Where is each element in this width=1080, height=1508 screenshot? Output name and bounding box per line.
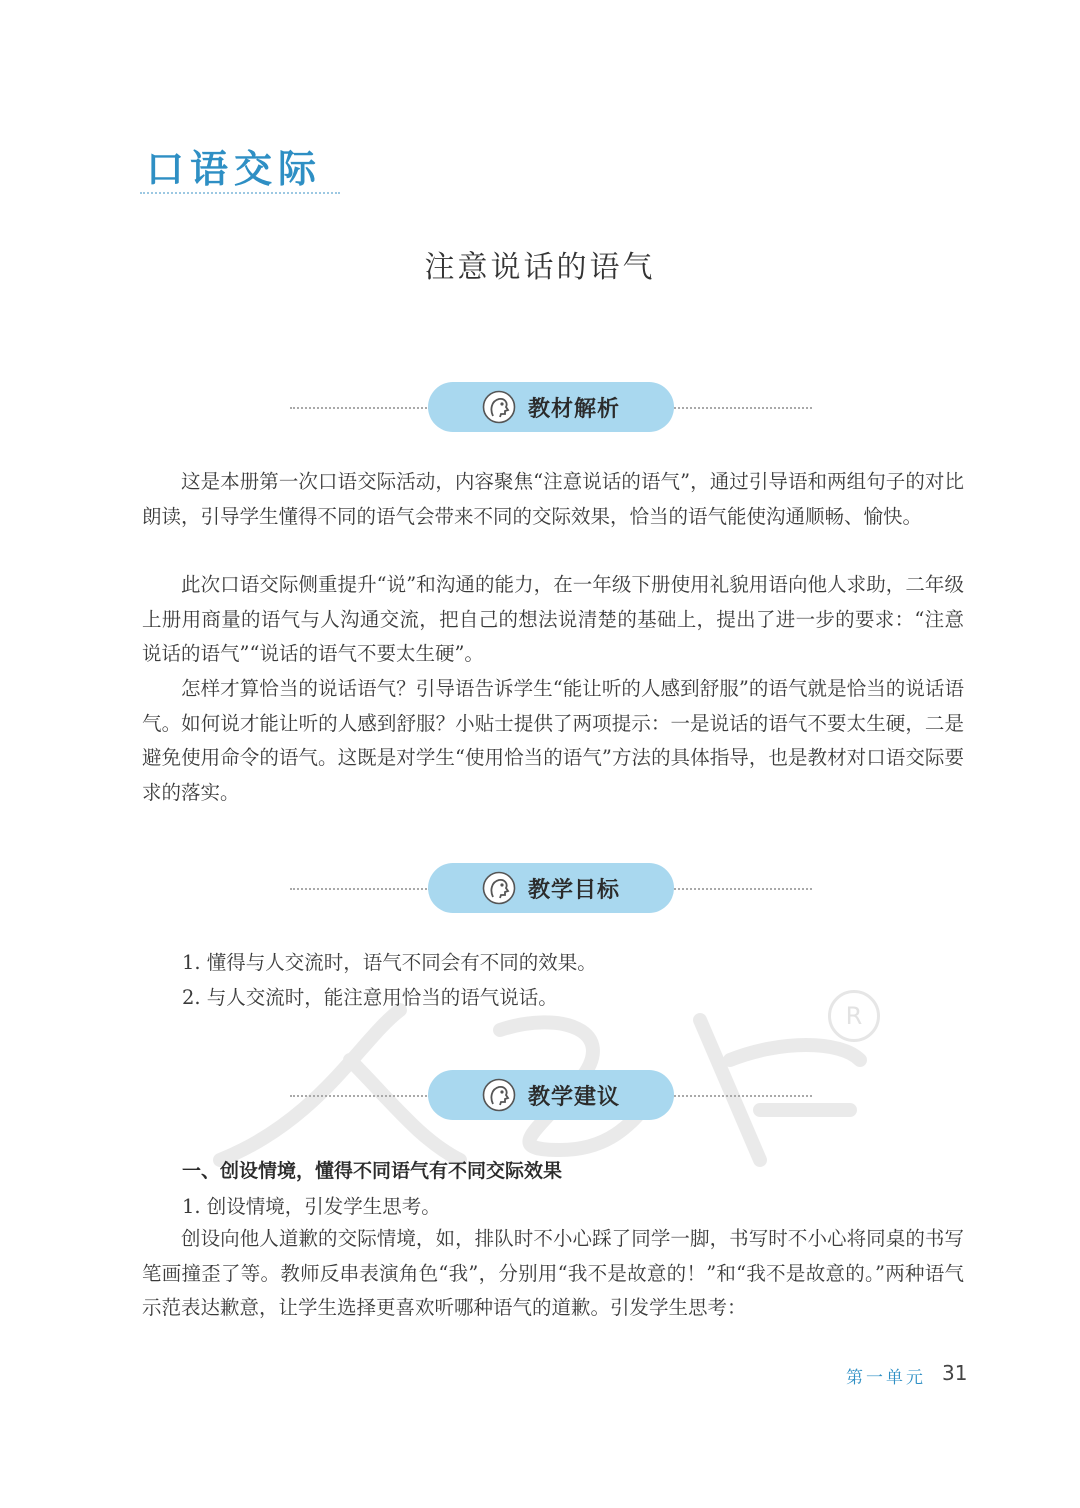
section-header-analysis xyxy=(290,382,812,434)
speaking-head-icon xyxy=(482,1078,516,1112)
speaking-head-icon xyxy=(482,871,516,905)
dotted-rule xyxy=(290,1095,430,1097)
section-label: 教学目标 xyxy=(528,878,621,903)
suggestion-item: 1. 创设情境，引发学生思考。 xyxy=(182,1195,441,1218)
analysis-paragraph-3: 怎样才算恰当的说话语气？引导语告诉学生“能让听的人感到舒服”的语气就是恰当的说话语气。如何说才能让听的人感到舒服？小贴士提供了两项提示：一是说话的语气不要太生硬，二是避免使用命令的语气。这既是对学生“使用恰当的语气”方法的具体指导，也是教材对口语交际要求的落实。 xyxy=(142,677,964,804)
section-header-goals xyxy=(290,863,812,915)
section-label: 教学建议 xyxy=(528,1085,621,1110)
goal-item-1: 1. 懂得与人交流时，语气不同会有不同的效果。 xyxy=(182,951,597,974)
lesson-title: 注意说话的语气 xyxy=(424,250,656,285)
registered-mark-icon: R xyxy=(828,990,880,1042)
suggestion-heading: 一、创设情境，懂得不同语气有不同交际效果 xyxy=(182,1160,563,1182)
dotted-rule xyxy=(674,1095,812,1097)
analysis-paragraph-2: 此次口语交际侧重提升“说”和沟通的能力，在一年级下册使用礼貌用语向他人求助，二年级上册用商量的语气与人沟通交流，把自己的想法说清楚的基础上，提出了进一步的要求：“注意说话的语气”“说话的语气不要太生硬”。 xyxy=(142,573,964,665)
page-number: 31 xyxy=(942,1361,968,1385)
dotted-rule xyxy=(290,407,430,409)
footer-unit-label: 第一单元 xyxy=(846,1368,926,1388)
goal-item-2: 2. 与人交流时，能注意用恰当的语气说话。 xyxy=(182,986,558,1009)
suggestion-paragraph: 创设向他人道歉的交际情境，如，排队时不小心踩了同学一脚，书写时不小心将同桌的书写笔画撞歪了等。教师反串表演角色“我”，分别用“我不是故意的！”和“我不是故意的。”两种语气示范表达歉意，让学生选择更喜欢听哪种语气的道歉。引发学生思考： xyxy=(142,1227,964,1319)
dotted-rule xyxy=(290,888,430,890)
dotted-rule xyxy=(674,407,812,409)
section-header-suggestions xyxy=(290,1070,812,1122)
section-pill xyxy=(428,382,674,432)
section-pill xyxy=(428,1070,674,1120)
chapter-divider xyxy=(140,192,340,194)
analysis-paragraph-1: 这是本册第一次口语交际活动，内容聚焦“注意说话的语气”，通过引导语和两组句子的对比朗读，引导学生懂得不同的语气会带来不同的交际效果，恰当的语气能使沟通顺畅、愉快。 xyxy=(142,470,964,528)
section-pill xyxy=(428,863,674,913)
chapter-title: 口语交际 xyxy=(146,146,323,191)
section-label: 教材解析 xyxy=(528,397,621,422)
dotted-rule xyxy=(674,888,812,890)
speaking-head-icon xyxy=(482,390,516,424)
